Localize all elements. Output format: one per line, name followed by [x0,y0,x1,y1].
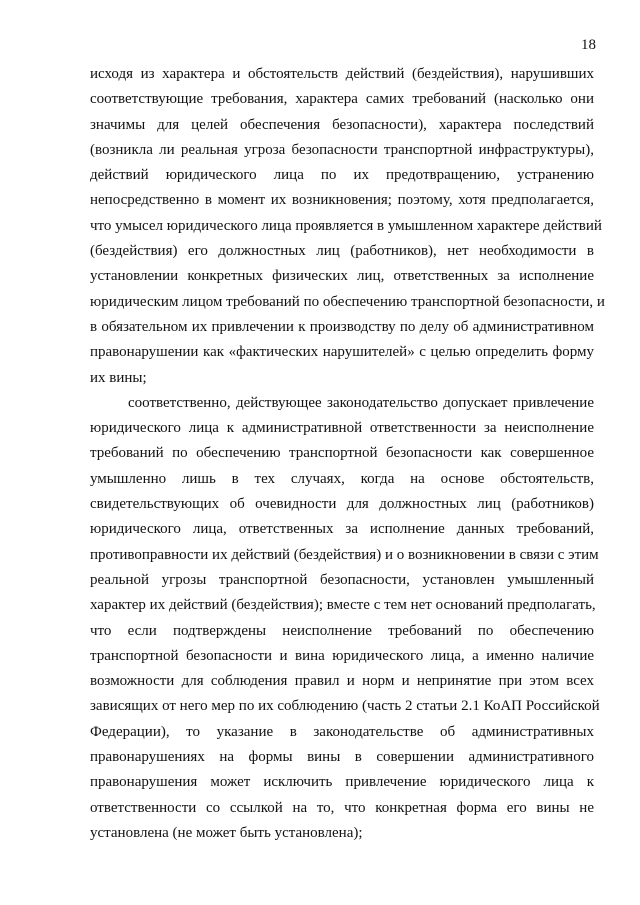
text-line: установлена (не может быть установлена); [90,824,363,841]
text-line: юридического лица к административной ответственности за неисполнение [90,420,594,437]
text-line: требований по обеспечению транспортной безопасности как совершенное [90,445,594,462]
text-line: зависящих от него мер по их соблюдению (часть 2 статьи 2.1 КоАП Российской [90,698,600,715]
text-line: правонарушения может исключить привлечение юридического лица к [90,774,594,791]
text-line: реальной угрозы транспортной безопасности, установлен умышленный [90,571,594,588]
text-line: непосредственно в момент их возникновения; поэтому, хотя предполагается, [90,192,594,209]
paragraph-1 [90,62,605,391]
text-line: транспортной безопасности и вина юридического лица, а именно наличие [90,647,594,664]
text-line: характер их действий (бездействия); вместе с тем нет оснований предполагать, [90,597,596,614]
text-line: юридического лица, ответственных за исполнение данных требований, [90,521,594,538]
text-line: противоправности их действий (бездействия) и о возникновении в связи с этим [90,546,599,563]
text-line: их вины; [90,369,147,386]
text-line: юридическим лицом требований по обеспечению транспортной безопасности, и [90,293,605,310]
text-line: возможности для соблюдения правил и норм и непринятие при этом всех [90,673,594,690]
text-line: в обязательном их привлечении к производству по делу об административном [90,318,594,335]
text-line: ответственности со ссылкой на то, что конкретная форма его вины не [90,799,594,816]
text-line: Федерации), то указание в законодательстве об административных [90,723,594,740]
text-line: исходя из характера и обстоятельств действий (бездействия), нарушивших [90,66,594,82]
text-line: правонарушении как «фактических нарушителей» с целью определить форму [90,344,594,361]
text-line: что умысел юридического лица проявляется в умышленном характере действий [90,217,602,234]
text-line: что если подтверждены неисполнение требований по обеспечению [90,622,594,639]
text-line: соответствующие требования, характера самих требований (насколько они [90,91,594,108]
text-line: соответственно, действующее законодательство допускает привлечение [128,394,594,411]
document-body [90,62,605,846]
text-line: (возникла ли реальная угроза безопасности транспортной инфраструктуры), [90,141,594,158]
page-number: 18 [581,37,596,53]
text-line: (бездействия) его должностных лиц (работников), нет необходимости в [90,243,594,260]
text-line: правонарушениях на формы вины в совершении административного [90,749,594,766]
text-line: установлении конкретных физических лиц, ответственных за исполнение [90,268,594,285]
text-line: значимы для целей обеспечения безопасности), характера последствий [90,116,594,133]
text-line: умышленно лишь в тех случаях, когда на основе обстоятельств, [90,470,594,487]
paragraph-2 [90,391,600,846]
text-line: действий юридического лица по их предотвращению, устранению [90,167,594,184]
text-line: свидетельствующих об очевидности для должностных лиц (работников) [90,496,594,513]
